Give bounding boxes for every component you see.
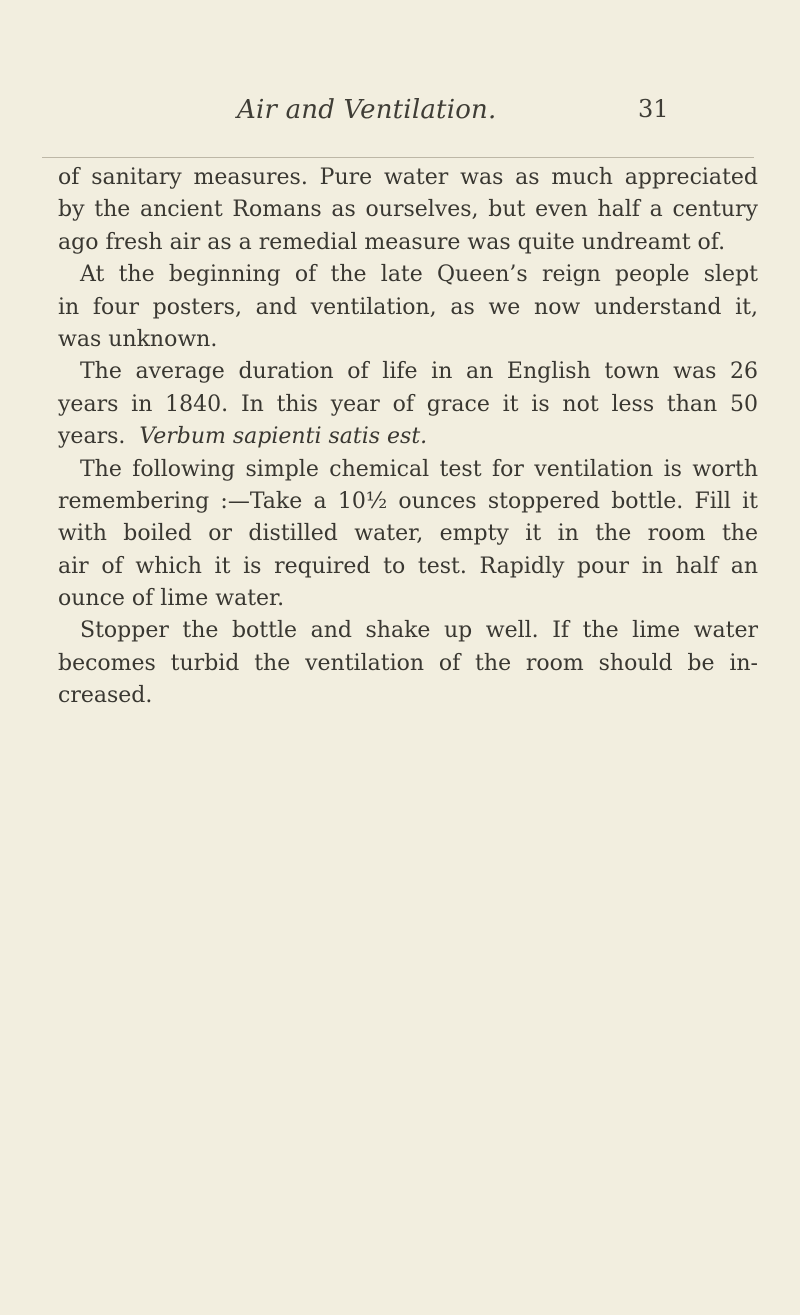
text-line: creased. <box>58 683 153 709</box>
text-line: remembering :—Take a 10½ ounces stoppered bottle. Fill it <box>58 488 758 514</box>
paragraph-start: The following simple chemical test for ventilation is worth <box>80 456 758 482</box>
text-line: was unknown. <box>58 326 218 352</box>
text-line: in four posters, and ventilation, as we now understand it, <box>58 294 758 320</box>
page-number: 31 <box>638 95 669 123</box>
text-line: air of which it is required to test. Rapidly pour in half an <box>58 553 758 579</box>
header-rule <box>42 157 754 158</box>
text-line: ago fresh air as a remedial measure was quite undreamt of. <box>58 229 726 255</box>
text-fragment: years. <box>58 424 126 450</box>
running-title: Air and Ventilation. <box>237 95 497 125</box>
text-line: of sanitary measures. Pure water was as much appreciated <box>58 165 758 190</box>
text-line: years in 1840. In this year of grace it is not less than 50 <box>58 391 758 417</box>
text-line <box>58 421 758 453</box>
latin-phrase: Verbum sapienti satis est. <box>139 424 428 450</box>
paragraph-start: The average duration of life in an English town was 26 <box>80 359 758 385</box>
text-line: with boiled or distilled water, empty it in the room the <box>58 521 758 547</box>
paragraph-start: At the beginning of the late Queen’s reign people slept <box>80 262 758 288</box>
running-head <box>0 95 800 135</box>
paragraph-start: Stopper the bottle and shake up well. If the lime water <box>80 618 758 644</box>
body-text <box>58 162 758 713</box>
text-line: by the ancient Romans as ourselves, but even half a century <box>58 197 758 223</box>
text-line: becomes turbid the ventilation of the room should be in- <box>58 650 758 676</box>
text-line: ounce of lime water. <box>58 586 285 612</box>
